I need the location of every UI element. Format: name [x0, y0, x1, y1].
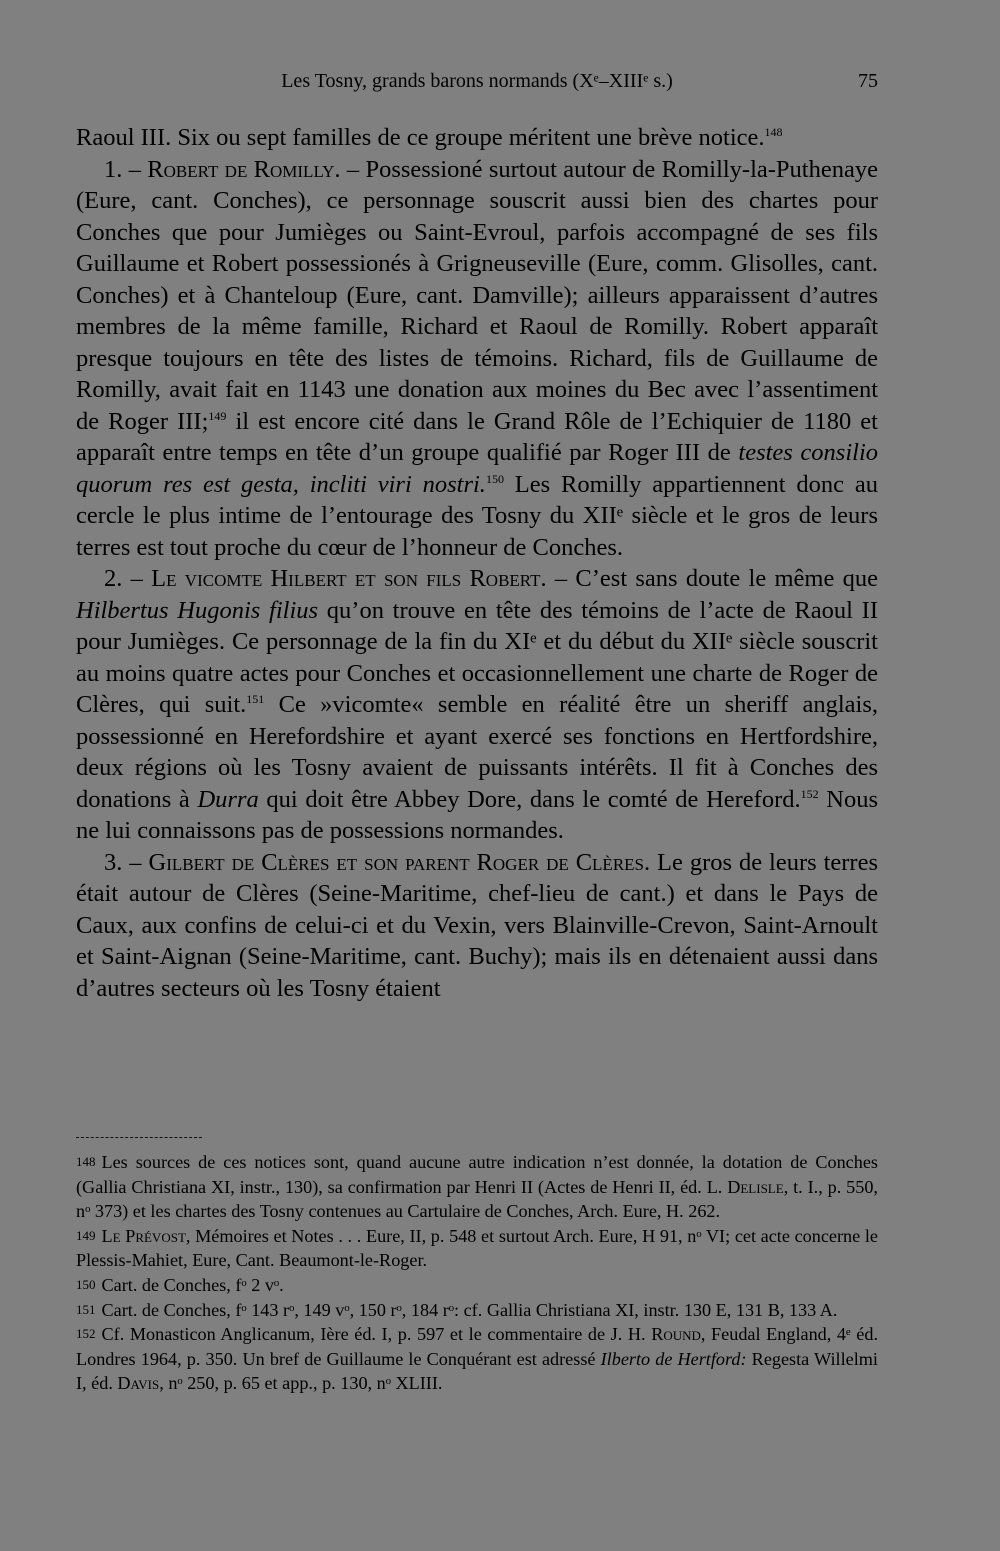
footnote-ref: 151: [246, 691, 265, 706]
footnote-number: 148: [76, 1154, 96, 1169]
footnote: $^{148}$ Les sources de ces notices sont, quand aucune autre indication n’est donnée, la dotation de Conches (Gallia Christiana XI, instr., 130), sa confirmation par Henri II (Actes de Henri II, éd. L. Delisle, t. I., p. 550, nᵒ 373) et les chartes des Tosny contenues au Cartulaire de Conches, Arch. Eure, H. 262.: [76, 1152, 878, 1222]
footnote-number: 149: [76, 1227, 96, 1243]
footnote-number: 150: [76, 1276, 96, 1292]
section-robert-de-romilly: 1. – Robert de Romilly. – Possessioné surtout autour de Romilly-la-Puthenaye (Eure, cant. Conches), ce personnage souscrit aussi bien des chartes pour Conches que pour Jumièges ou Saint-Evroul, parfois accompagné de ses fils Guillaume et Robert possessionés à Grigneuseville (Eure, comm. Glisolles, cant. Conches) et à Chanteloup (Eure, cant. Damville); ailleurs apparaissent d’autres membres de la même famille, Richard et Raoul de Romilly. Robert apparaît presque toujours en tête des listes de témoins. Richard, fils de Guillaume de Romilly, avait fait en 1143 une donation aux moines du Bec avec l’assentiment de Roger III;$^{149}$ il est encore cité dans le Grand Rôle de l’Echiquier de 1180 et apparaît entre temps en tête d’un groupe qualifié par Roger III de testes consilio quorum res est gesta, incliti viri nostri.$^{150}$ Les Romilly appartiennent donc au cercle le plus intime de l’entourage des Tosny du XIIᵉ siècle et le gros de leurs terres est tout proche du cœur de l’honneur de Conches.: [76, 155, 878, 561]
page-number: 75: [858, 70, 878, 92]
paragraph: Raoul III. Six ou sept familles de ce groupe méritent une brève notice.$^{148}$: [76, 124, 783, 151]
footnote: $^{150}$ Cart. de Conches, fᵒ 2 vᵒ.: [76, 1274, 284, 1295]
section-heading: Robert de Romilly.: [147, 155, 341, 183]
footnotes: [76, 1150, 878, 1396]
section-heading: Le vicomte Hilbert et son fils Robert.: [151, 565, 547, 592]
running-title: Les Tosny, grands barons normands (Xᵉ–XIIIᵉ s.): [281, 70, 673, 92]
footnote: $^{151}$ Cart. de Conches, fᵒ 143 rᵒ, 149 vᵒ, 150 rᵒ, 184 rᵒ: cf. Gallia Christiana XI, instr. 130 E, 131 B, 133 A.: [76, 1299, 838, 1320]
footnote: $^{149}$ Le Prévost, Mémoires et Notes . . . Eure, II, p. 548 et surtout Arch. Eure, H 91, nᵒ VI; cet acte concerne le Plessis-Mahiet, Eure, Cant. Beaumont-le-Roger.: [76, 1225, 878, 1271]
footnote-ref: 152: [800, 786, 819, 801]
footnote-number: 151: [76, 1301, 96, 1317]
section-gilbert-de-cleres: 3. – Gilbert de Clères et son parent Roger de Clères. Le gros de leurs terres était autour de Clères (Seine-Maritime, chef-lieu de cant.) et dans le Pays de Caux, aux confins de celui-ci et du Vexin, vers Blainville-Crevon, Saint-Arnoult et Saint-Aignan (Seine-Maritime, cant. Buchy); mais ils en détenaient aussi dans d’autres secteurs où les Tosny étaient: [76, 848, 878, 1002]
section-vicomte-hilbert: 2. – Le vicomte Hilbert et son fils Robert. – C’est sans doute le même que Hilbertus Hugonis filius qu’on trouve en tête des témoins de l’acte de Raoul II pour Jumièges. Ce personnage de la fin du XIᵉ et du début du XIIᵉ siècle souscrit au moins quatre actes pour Conches et occasionnellement une charte de Roger de Clères, qui suit.$^{151}$ Ce »vicomte« semble en réalité être un sheriff anglais, possessionné en Herefordshire et ayant exercé ses fonctions en Hertfordshire, deux régions où les Tosny avaient de puissants intérêts. Il fit à Conches des donations à Durra qui doit être Abbey Dore, dans le comté de Hereford.$^{152}$ Nous ne lui connaissons pas de possessions normandes.: [76, 565, 879, 844]
section-heading: Gilbert de Clères et son parent Roger de Clères.: [148, 848, 651, 876]
footnote-number: 152: [76, 1326, 96, 1342]
running-head: [76, 70, 878, 98]
footnote: $^{152}$ Cf. Monasticon Anglicanum, Ière éd. I, p. 597 et le commentaire de J. H. Round, Feudal England, 4ᵉ éd. Londres 1964, p. 350. Un bref de Guillaume le Conquérant est adressé Ilberto de Hertford: Regesta Willelmi I, éd. Davis, nᵒ 250, p. 65 et app., p. 130, nᵒ XLIII.: [76, 1324, 878, 1394]
footnote-ref: 148: [764, 124, 783, 139]
footnote-ref: 149: [208, 408, 227, 423]
footnote-rule: [76, 1137, 202, 1138]
footnote-ref: 150: [485, 471, 504, 486]
main-text: [76, 122, 878, 1004]
